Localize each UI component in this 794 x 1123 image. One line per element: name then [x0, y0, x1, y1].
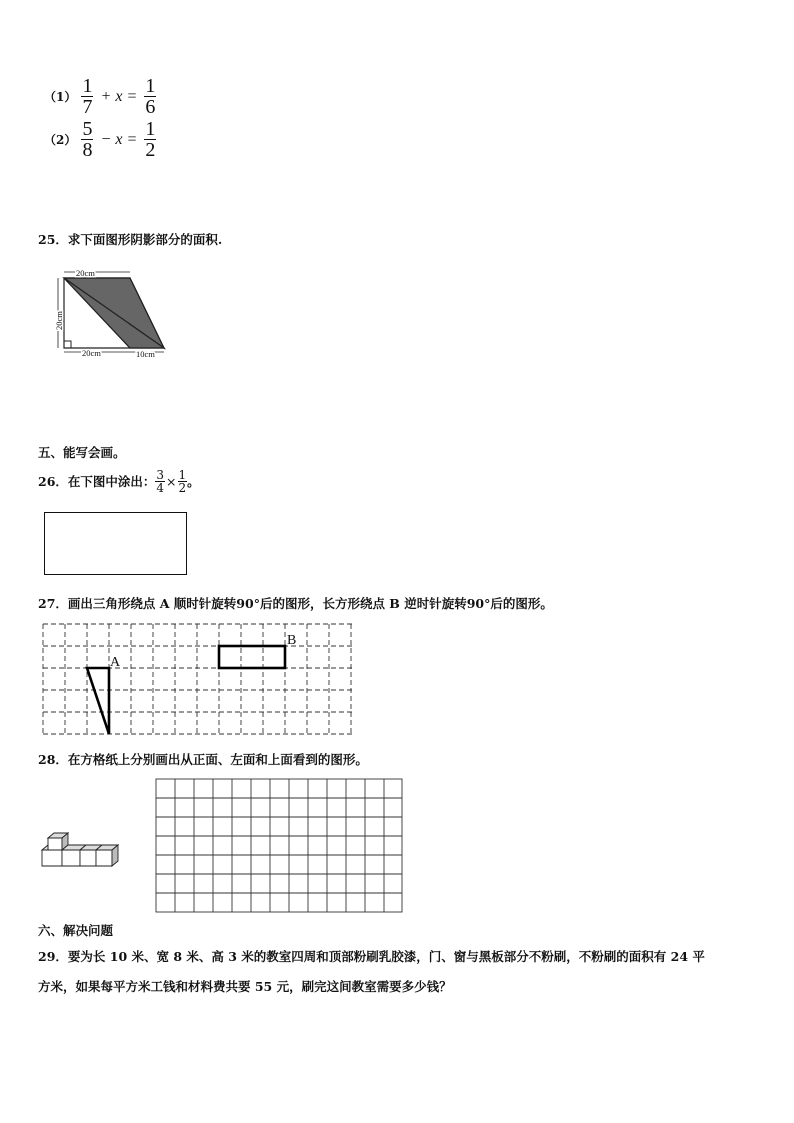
- cube-top-front: [48, 838, 62, 850]
- solid-grid-lines: [156, 779, 402, 912]
- question-25: 25．求下面图形阴影部分的面积.: [38, 232, 223, 247]
- times-sign: ×: [166, 473, 177, 489]
- equation-2-fraction-a: $\frac{5}{8}$: [82, 118, 93, 161]
- square-grid-paper[interactable]: [155, 778, 405, 915]
- cube-1-front: [42, 850, 62, 866]
- question-26: [38, 465, 200, 497]
- equation-2-operator: − x =: [100, 130, 138, 148]
- side-dimension-label: 20cm: [54, 311, 64, 330]
- bottom-dimension-label: 20cm: [82, 348, 101, 358]
- cube-3-front: [80, 850, 96, 866]
- point-a-label: A: [110, 655, 121, 670]
- equation-1-fraction-a: $\frac{1}{7}$: [82, 75, 93, 118]
- equation-2-fraction-b: $\frac{1}{2}$: [145, 118, 156, 161]
- point-b-label: B: [287, 633, 297, 648]
- equation-1-label: （1）: [44, 90, 77, 104]
- equation-1-fraction-b: $\frac{1}{6}$: [145, 75, 156, 118]
- question-28: 28．在方格纸上分别画出从正面、左面和上面看到的图形。: [38, 752, 368, 767]
- triangle-shape: [87, 668, 109, 734]
- fraction-three-quarters: $\frac{3}{4}$: [156, 467, 165, 495]
- question-26-suffix: 。: [187, 474, 200, 489]
- equation-2-label: （2）: [44, 133, 77, 147]
- section-5-heading: 五、能写会画。: [38, 445, 126, 460]
- cube-stack-figure: [40, 826, 120, 870]
- section-6-heading: 六、解决问题: [38, 923, 114, 938]
- right-angle-marker: [64, 341, 71, 348]
- cube-2-front: [62, 850, 80, 866]
- equation-1-operator: + x =: [100, 87, 138, 105]
- cube-4-front: [96, 850, 112, 866]
- rectangle-shape: [219, 646, 285, 668]
- question-29-line-1: 29．要为长 10 米、宽 8 米、高 3 米的教室四周和顶部粉刷乳胶漆，门、窗与黑板部分不粉刷，不粉刷的面积有 24 平: [38, 949, 705, 964]
- top-dimension-label: 20cm: [76, 268, 95, 278]
- fraction-one-half: $\frac{1}{2}$: [178, 467, 187, 495]
- extra-dimension-label: 10cm: [136, 349, 155, 359]
- rotation-grid[interactable]: [42, 622, 356, 736]
- cube-1-top: [42, 845, 48, 850]
- question-26-prefix: 26．在下图中涂出：: [38, 474, 156, 489]
- equation-2: [44, 119, 156, 160]
- question-27: 27．画出三角形绕点 A 顺时针旋转90°后的图形，长方形绕点 B 逆时针旋转90°后的图形。: [38, 596, 553, 611]
- trapezoid-figure: [44, 264, 176, 360]
- shading-rectangle[interactable]: [44, 512, 187, 575]
- equation-1: [44, 76, 156, 117]
- question-29-line-2: 方米，如果每平方米工钱和材料费共要 55 元，刷完这间教室需要多少钱？: [38, 979, 452, 994]
